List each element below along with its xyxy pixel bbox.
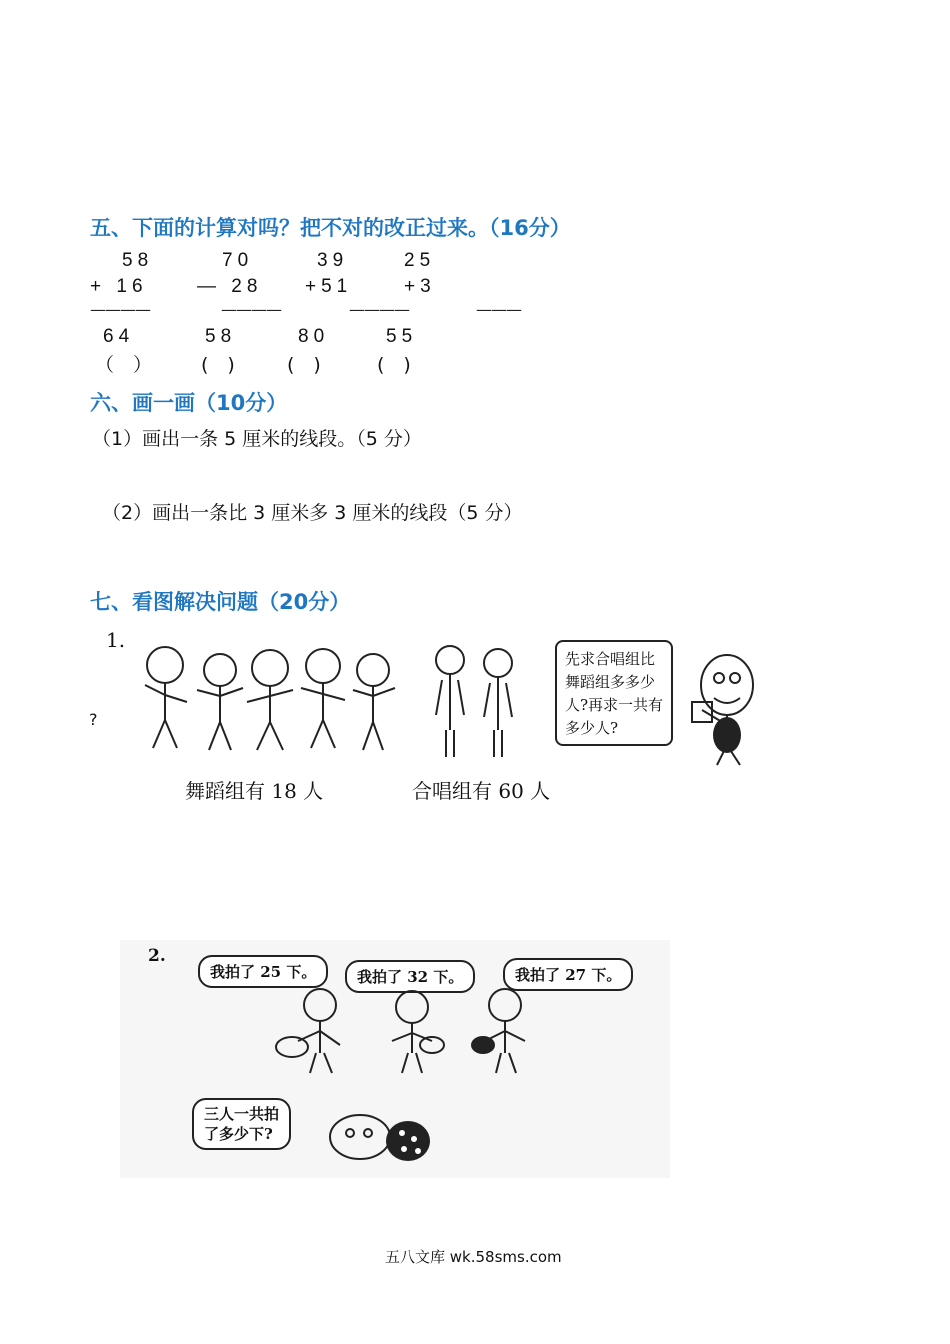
choir-drawing bbox=[420, 635, 530, 765]
problem2-top: 70 bbox=[222, 250, 254, 271]
choir-group-caption: 合唱组有 60 人 bbox=[412, 779, 551, 803]
ladybug-drawing bbox=[320, 1105, 435, 1170]
child3-speech-bubble: 我拍了 27 下。 bbox=[503, 958, 633, 991]
question-line-2: 了多少下? bbox=[204, 1125, 273, 1143]
hint-line-4: 多少人? bbox=[565, 719, 619, 737]
section7-title: 七、看图解决问题（20分） bbox=[90, 590, 351, 614]
problem3-result: 80 bbox=[298, 326, 330, 347]
section6-question-1: （1）画出一条 5 厘米的线段。（5 分） bbox=[92, 428, 422, 450]
problem3-top: 39 bbox=[317, 250, 349, 271]
section6-question-2: （2）画出一条比 3 厘米多 3 厘米的线段（5 分） bbox=[102, 502, 523, 524]
problem2-bottom: — 28 bbox=[197, 276, 263, 297]
problem4-result: 55 bbox=[386, 326, 418, 347]
hint-speech-bubble bbox=[555, 640, 673, 746]
section5-title: 五、下面的计算对吗？把不对的改正过来。（16分） bbox=[90, 216, 571, 240]
dance-group-caption: 舞蹈组有 18 人 bbox=[185, 779, 324, 803]
problem2-number: 2. bbox=[148, 946, 166, 966]
problem1-line: ———— bbox=[90, 300, 150, 319]
footer-watermark: 五八文库 wk.58sms.com bbox=[385, 1248, 562, 1266]
problem4-answer-blank: ( ) bbox=[377, 354, 411, 376]
problem2-answer-blank: ( ) bbox=[201, 354, 235, 376]
question-speech-bubble bbox=[192, 1098, 291, 1150]
child2-speech-bubble: 我拍了 32 下。 bbox=[345, 960, 475, 993]
problem3-bottom: +51 bbox=[305, 276, 353, 297]
mascot-drawing bbox=[672, 640, 767, 770]
problem1-result: 64 bbox=[103, 326, 135, 347]
children-drawing bbox=[270, 985, 570, 1075]
problem1-top: 58 bbox=[122, 250, 154, 271]
question-line-1: 三人一共拍 bbox=[204, 1105, 280, 1123]
problem2-illustration bbox=[120, 940, 670, 1178]
section6-title: 六、画一画（10分） bbox=[90, 391, 288, 415]
problem1-bottom: + 16 bbox=[90, 276, 148, 297]
problem4-top: 25 bbox=[404, 250, 436, 271]
problem1-number: 1. bbox=[106, 628, 126, 652]
problem3-line: ———— bbox=[349, 300, 409, 319]
problem4-line: ——— bbox=[476, 300, 521, 319]
hint-line-1: 先求合唱组比 bbox=[565, 650, 656, 668]
problem2-line: ———— bbox=[221, 300, 281, 319]
dancers-drawing bbox=[125, 630, 405, 760]
problem4-bottom: +3 bbox=[404, 276, 436, 297]
problem2-result: 58 bbox=[205, 326, 237, 347]
child1-speech-bubble: 我拍了 25 下。 bbox=[198, 955, 328, 988]
hint-line-2: 舞蹈组多多少 bbox=[565, 673, 656, 691]
problem1-side-mark: ? bbox=[89, 710, 98, 729]
hint-line-3: 人?再求一共有 bbox=[565, 696, 664, 714]
problem3-answer-blank: ( ) bbox=[287, 354, 321, 376]
problem1-answer-blank: （ ） bbox=[95, 354, 153, 376]
